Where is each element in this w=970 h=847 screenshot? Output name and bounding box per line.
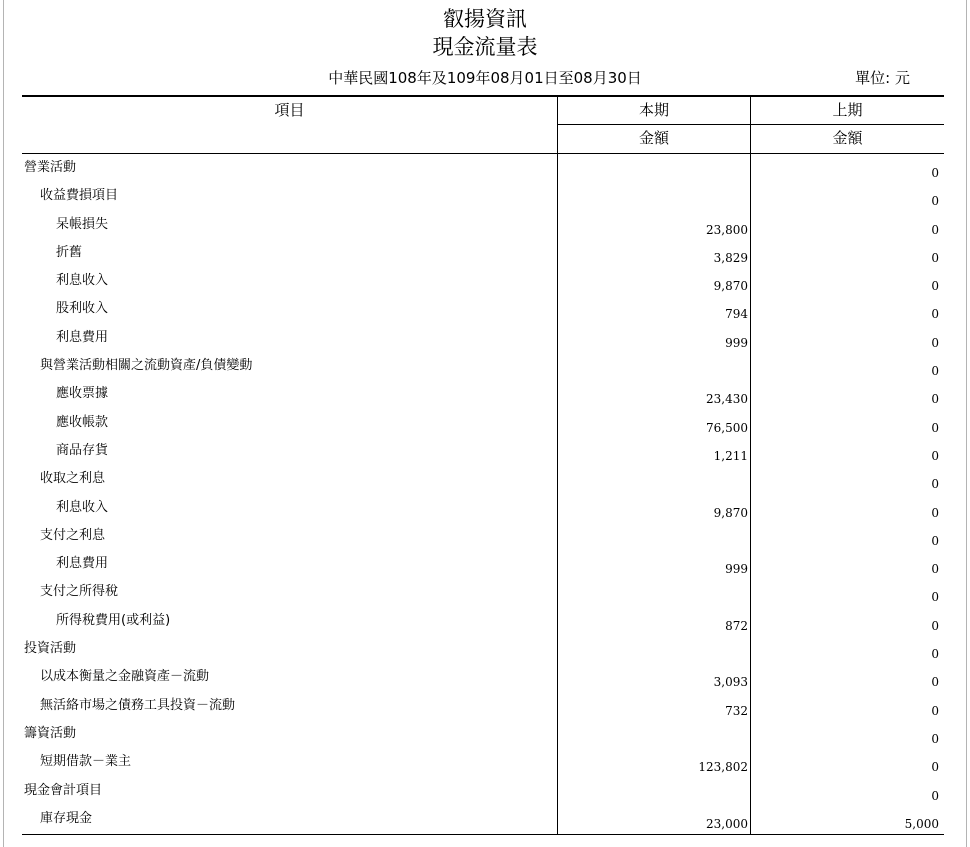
- row-amount-previous: 0: [931, 307, 939, 322]
- row-amount-current: 9,870: [713, 279, 748, 294]
- row-amount-previous: 0: [931, 477, 939, 492]
- table-row: [22, 692, 944, 720]
- row-amount-current: 23,430: [706, 392, 748, 407]
- row-amount-previous: 0: [931, 364, 939, 379]
- row-label: 與營業活動相關之流動資產/負債變動: [40, 358, 253, 374]
- row-amount-previous: 0: [931, 760, 939, 775]
- row-label: 呆帳損失: [56, 216, 109, 232]
- row-label: 應收票據: [56, 386, 109, 402]
- row-amount-current: 999: [725, 335, 748, 350]
- row-amount-current: 794: [725, 307, 748, 322]
- row-amount-previous: 0: [931, 590, 939, 605]
- row-amount-current: 23,800: [706, 222, 748, 237]
- currency-unit: 單位: 元: [855, 69, 910, 87]
- row-label: 利息費用: [56, 556, 109, 572]
- row-label: 所得稅費用(或利益): [56, 612, 171, 628]
- row-amount-current: 23,000: [706, 816, 748, 831]
- row-amount-previous: 0: [931, 250, 939, 265]
- row-amount-previous: 0: [931, 788, 939, 803]
- report-period: 中華民國108年及109年08月01日至08月30日: [328, 69, 642, 87]
- table-row: [22, 324, 944, 352]
- table-row: [22, 211, 944, 239]
- row-label: 無活絡市場之債務工具投資－流動: [40, 697, 236, 713]
- row-label: 利息收入: [56, 499, 109, 515]
- row-label: 支付之所得稅: [40, 584, 119, 600]
- row-amount-current: 123,802: [698, 760, 748, 775]
- table-row: [22, 635, 944, 663]
- row-label: 投資活動: [24, 641, 77, 657]
- company-name: 叡揚資訊: [443, 7, 527, 31]
- table-row: [22, 805, 944, 833]
- row-amount-previous: 0: [931, 618, 939, 633]
- table-row: [22, 550, 944, 578]
- table-row: [22, 409, 944, 437]
- row-label: 收取之利息: [40, 471, 106, 487]
- table-row: [22, 607, 944, 635]
- table-row: [22, 239, 944, 267]
- row-label: 利息收入: [56, 273, 109, 289]
- table-row: [22, 437, 944, 465]
- row-amount-current: 76,500: [706, 420, 748, 435]
- row-label: 短期借款－業主: [40, 754, 132, 770]
- row-label: 支付之利息: [40, 527, 106, 543]
- table-row: [22, 267, 944, 295]
- table-row: [22, 352, 944, 380]
- row-label: 營業活動: [24, 160, 77, 175]
- row-amount-current: 999: [725, 562, 748, 577]
- table-row: [22, 465, 944, 493]
- row-label: 折舊: [56, 244, 83, 260]
- row-label: 利息費用: [56, 329, 109, 345]
- row-amount-previous: 0: [931, 420, 939, 435]
- row-label: 現金會計項目: [24, 782, 103, 798]
- column-header-current: 本期: [638, 101, 669, 119]
- row-amount-previous: 0: [931, 335, 939, 350]
- cash-flow-table: [22, 95, 944, 835]
- table-row: [22, 522, 944, 550]
- row-amount-previous: 0: [931, 392, 939, 407]
- table-row: [22, 777, 944, 805]
- row-amount-current: 872: [725, 618, 748, 633]
- page-right-border: [966, 0, 967, 847]
- report-title: 現金流量表: [432, 35, 538, 59]
- table-row: [22, 748, 944, 776]
- row-amount-previous: 0: [931, 703, 939, 718]
- table-row: [22, 154, 944, 182]
- row-label: 應收帳款: [56, 414, 109, 430]
- row-amount-current: 732: [725, 703, 748, 718]
- row-label: 庫存現金: [40, 810, 93, 826]
- row-amount-previous: 0: [931, 194, 939, 209]
- column-subheader-amount-current: 金額: [638, 129, 669, 147]
- row-amount-previous: 0: [931, 675, 939, 690]
- row-amount-previous: 0: [931, 533, 939, 548]
- table-row: [22, 720, 944, 748]
- row-amount-previous: 0: [931, 731, 939, 746]
- column-header-previous: 上期: [832, 101, 863, 119]
- row-label: 以成本衡量之金融資產－流動: [40, 669, 210, 685]
- table-row: [22, 380, 944, 408]
- page-left-border: [3, 0, 4, 847]
- table-row: [22, 494, 944, 522]
- table-body: [22, 154, 944, 833]
- table-row: [22, 182, 944, 210]
- row-label: 股利收入: [56, 301, 109, 317]
- row-label: 商品存貨: [56, 442, 109, 458]
- row-label: 籌資活動: [24, 725, 77, 741]
- table-row: [22, 578, 944, 606]
- row-amount-previous: 0: [931, 562, 939, 577]
- row-amount-current: 9,870: [713, 505, 748, 520]
- row-amount-previous: 0: [931, 647, 939, 662]
- row-amount-current: 3,829: [713, 250, 748, 265]
- row-amount-previous: 0: [931, 505, 939, 520]
- table-row: [22, 663, 944, 691]
- column-subheader-amount-previous: 金額: [832, 129, 863, 147]
- row-amount-previous: 0: [931, 279, 939, 294]
- row-label: 收益費損項目: [40, 188, 119, 204]
- table-row: [22, 295, 944, 323]
- row-amount-previous: 0: [931, 448, 939, 463]
- row-amount-current: 3,093: [713, 675, 748, 690]
- row-amount-previous: 0: [931, 222, 939, 237]
- row-amount-previous: 5,000: [904, 816, 939, 831]
- row-amount-previous: 0: [931, 166, 939, 180]
- row-amount-current: 1,211: [713, 448, 748, 463]
- column-header-item: 項目: [274, 101, 305, 119]
